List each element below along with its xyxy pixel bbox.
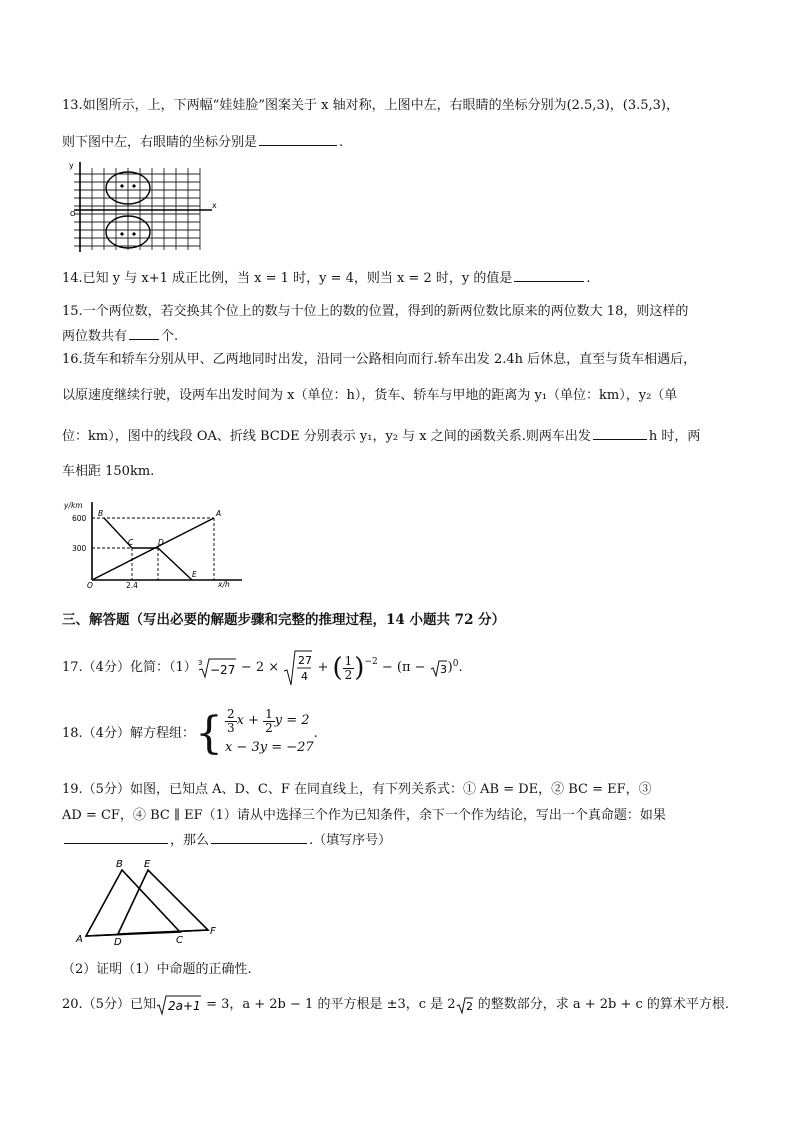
q18-eq1-frac2-den: 2 (265, 720, 273, 735)
q17-exp-neg2: −2 (364, 657, 378, 667)
q18-eq1 (225, 708, 314, 735)
q14-text: 14.已知 y 与 x+1 成正比例，当 x = 1 时，y = 4，则当 x = 2 时，y 的值是 (62, 271, 513, 286)
q17-paren-pi: (π − (396, 660, 430, 675)
q13-origin-label: O (70, 210, 76, 218)
q20-prefix: 20.（5分）已知 (62, 997, 156, 1012)
q19-label-b: B (116, 859, 123, 870)
q16-y-tick-600: 600 (72, 514, 87, 523)
q17-sqrt3-radicand: 3 (439, 663, 447, 676)
q18-eq1-frac1-num: 2 (226, 706, 235, 721)
q13-grid (74, 168, 200, 250)
q14-suffix: . (586, 271, 591, 286)
q18-eq1-frac1 (225, 708, 237, 735)
q17-minus-two-times: − 2 × (236, 660, 284, 675)
q18-eq1-x: x + (236, 713, 264, 728)
q17-sqrt-frac (283, 649, 313, 687)
q15-line1: 15.一个两位数，若交换其个位上的数与十位上的数的位置，得到的新两位数比原来的两位数大 18，则这样的 (62, 304, 689, 319)
q16-line1: 16.货车和轿车分别从甲、乙两地同时出发，沿同一公路相向而行.轿车出发 2.4h 后休息，直至与货车相遇后， (62, 352, 697, 367)
q13-x-axis-label: x (212, 201, 217, 210)
q13-lower-right-eye (132, 232, 135, 235)
q17-cube-root (197, 657, 237, 679)
q13-line2-suffix: . (339, 135, 344, 150)
q14-answer-blank[interactable] (514, 268, 584, 282)
q17-prefix: 17.（4分）化简：（1） (62, 660, 197, 675)
q13-upper-left-eye (120, 184, 123, 187)
q17-frac2-den: 2 (344, 667, 353, 682)
q19-line1: 19.（5分）如图，已知点 A、D、C、F 在同直线上，有下列关系式：① AB = DE，② BC = EF，③ (62, 782, 652, 797)
q20-sqrt-radicand: 2a+1 (167, 999, 201, 1013)
q17-end: . (458, 660, 463, 675)
q13-figure (66, 160, 226, 256)
q16-point-c: C (128, 538, 134, 547)
q16-line3-text: 位：km），图中的线段 OA、折线 BCDE 分别表示 y₁，y₂ 与 x 之间的函数关系.则两车出发 (62, 429, 591, 444)
q16-line3-suffix: h 时，两 (648, 429, 701, 444)
q19-label-c: C (176, 935, 183, 946)
q13-upper-right-eye (132, 184, 135, 187)
q17-close-paren: ) (447, 660, 453, 675)
q20-line (62, 992, 729, 1018)
q19-line3-end: .（填写序号） (309, 833, 392, 848)
q19-conclusion-blank[interactable] (211, 830, 307, 844)
q19-line3 (62, 830, 391, 851)
q19-condition-blank[interactable] (64, 830, 168, 844)
q19-label-e: E (144, 859, 151, 870)
q20-part2: 的整数部分，求 a + 2b + c 的算术平方根. (473, 997, 730, 1012)
q17-exp-zero: 0 (452, 659, 459, 669)
q18-eq1-frac1-den: 3 (226, 720, 235, 735)
q15-line2-suffix: 个. (161, 329, 179, 344)
q18-eq1-frac2 (263, 708, 275, 735)
q16-line4: 车相距 150km. (62, 464, 155, 479)
q16-answer-blank[interactable] (593, 426, 647, 440)
q18-eq1-rest: y = 2 (274, 713, 310, 728)
q17-paren-close: ) (354, 653, 365, 683)
q17-cube-root-radicand: −27 (209, 663, 236, 677)
q17-frac1-num: 27 (298, 654, 313, 667)
q16-point-b: B (98, 509, 104, 518)
q18-brace: { (194, 708, 223, 759)
q15-answer-blank[interactable] (129, 326, 159, 340)
q13-y-axis-label: y (69, 161, 74, 170)
q16-figure (62, 498, 248, 590)
q17-plus: + (313, 660, 333, 675)
q19-part2: （2）证明（1）中命题的正确性. (62, 962, 252, 977)
q17-minus: − (377, 660, 397, 675)
q17-frac2-num: 1 (344, 653, 353, 668)
q16-polyline-bcde (104, 518, 192, 580)
q18-eq1-frac2-num: 1 (265, 706, 273, 721)
q20-sqrt2 (456, 996, 474, 1014)
q17-paren-open: ( (332, 653, 343, 683)
q19-label-d: D (114, 937, 122, 946)
q16-point-e: E (192, 570, 197, 579)
q19-line-adcf (86, 930, 208, 936)
q18-prefix: 18.（4分）解方程组： (62, 726, 195, 741)
q16-point-a: A (216, 509, 222, 518)
q13-lower-left-eye (120, 232, 123, 235)
q17-line (62, 648, 463, 688)
q13-line1: 13.如图所示，上，下两幅“娃娃脸”图案关于 x 轴对称，上图中左，右眼睛的坐标分别为(2.5,3)，(3.5,3)， (62, 98, 680, 113)
q16-x-axis-label: x/h (218, 580, 230, 589)
q20-sqrt (156, 994, 202, 1016)
q20-part1: = 3，a + 2b − 1 的平方根是 ±3，c 是 2 (201, 997, 456, 1012)
q16-x-tick-24: 2.4 (126, 581, 138, 590)
q16-point-d: D (158, 538, 164, 547)
q16-y-tick-300: 300 (72, 544, 87, 553)
q17-cube-root-index: 3 (197, 659, 203, 667)
q18-line (62, 706, 318, 762)
q19-line2: AD = CF，④ BC ∥ EF（1）请从中选择三个作为已知条件，余下一个作为结论，写出一个真命题：如果 (62, 808, 666, 823)
q20-sqrt2-radicand: 2 (465, 1000, 473, 1013)
q18-system (225, 708, 314, 761)
section3-title: 三、解答题（写出必要的解题步骤和完整的推理过程，14 小题共 72 分） (62, 612, 506, 628)
q17-frac1-den: 4 (301, 670, 309, 683)
q15-line2 (62, 326, 178, 347)
q18-end: . (313, 726, 318, 741)
q19-line3-mid: ，那么 (170, 833, 210, 848)
q16-line2: 以原速度继续行驶，设两车出发时间为 x（单位：h），货车、轿车与甲地的距离为 y₁（单位：km），y₂（单 (62, 388, 678, 403)
q14-line (62, 268, 590, 289)
q13-line2 (62, 132, 343, 153)
q13-answer-blank[interactable] (259, 132, 337, 146)
q15-line2-text: 两位数共有 (62, 329, 128, 344)
q16-origin-label: O (87, 581, 93, 590)
q18-eq2: x − 3y = −27 (224, 739, 314, 755)
q17-frac2 (343, 655, 355, 682)
q19-figure (72, 856, 222, 946)
q19-label-a: A (76, 934, 83, 945)
q17-sqrt3 (430, 659, 448, 677)
q19-label-f: F (210, 926, 216, 937)
q16-y-axis-label: y/km (64, 501, 83, 510)
q16-line3 (62, 426, 700, 447)
q13-line2-text: 则下图中左，右眼睛的坐标分别是 (62, 135, 258, 150)
